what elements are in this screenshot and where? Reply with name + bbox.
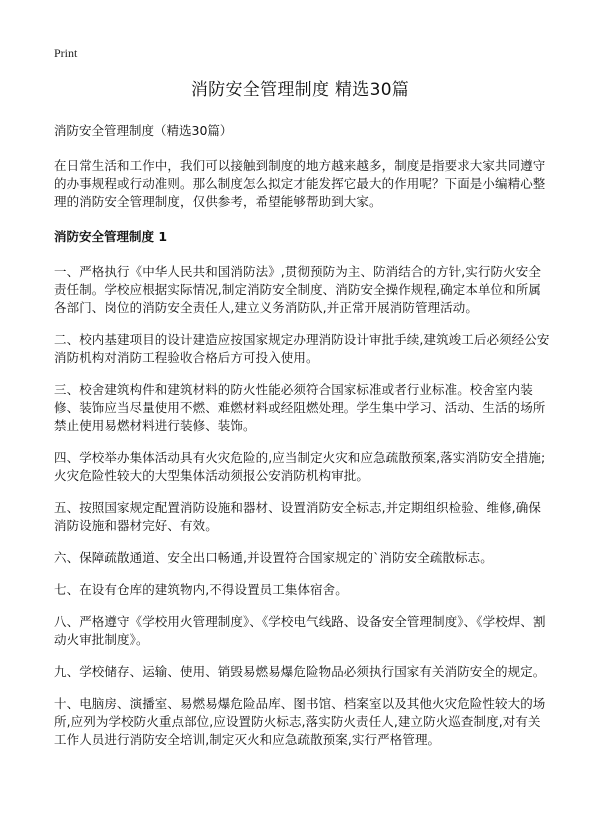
- section-heading: 消防安全管理制度 1: [54, 229, 168, 244]
- rule-paragraph-9: 九、学校储存、运输、使用、销毁易燃易爆危险物品必须执行国家有关消防安全的规定。: [54, 664, 546, 679]
- article-body: [54, 123, 550, 763]
- rule-paragraph-1: 一、严格执行《中华人民共和国消防法》,贯彻预防为主、防消结合的方针,实行防火安全责任制。学校应根据实际情况,制定消防安全制度、消防安全操作规程,确定本单位和所属各部门、岗位的消防安全责任人,建立义务消防队,并正常开展消防管理活动。: [54, 264, 541, 315]
- rule-paragraph-3: 三、校舍建筑构件和建筑材料的防火性能必须符合国家标准或者行业标准。校舍室内装修、装饰应当尽量使用不燃、难燃材料或经阻燃处理。学生集中学习、活动、生活的场所禁止使用易燃材料进行装修、装饰。: [54, 382, 546, 433]
- rule-paragraph-10: 十、电脑房、演播室、易燃易爆危险品库、图书馆、档案室以及其他火灾危险性较大的场所,应列为学校防火重点部位,应设置防火标志,落实防火责任人,建立防火巡查制度,对有关工作人员进行消防安全培训,制定灭火和应急疏散预案,实行严格管理。: [54, 696, 546, 747]
- page-title: 消防安全管理制度 精选30篇: [190, 80, 410, 100]
- rule-paragraph-6: 六、保障疏散通道、安全出口畅通,并设置符合国家规定的`消防安全疏散标志。: [54, 550, 493, 565]
- rule-paragraph-8: 八、严格遵守《学校用火管理制度》、《学校电气线路、设备安全管理制度》、《学校焊、割动火审批制度》。: [54, 614, 546, 647]
- rule-paragraph-4: 四、学校举办集体活动具有火灾危险的,应当制定火灾和应急疏散预案,落实消防安全措施;火灾危险性较大的大型集体活动须报公安消防机构审批。: [54, 450, 546, 483]
- rule-paragraph-7: 七、在设有仓库的建筑物内,不得设置员工集体宿舍。: [54, 582, 348, 597]
- intro-paragraph: 在日常生活和工作中，我们可以接触到制度的地方越来越多，制度是指要求大家共同遵守的办事规程或行动准则。那么制度怎么拟定才能发挥它最大的作用呢？下面是小编精心整理的消防安全管理制度，仅供参考，希望能够帮助到大家。: [54, 158, 546, 209]
- print-link[interactable]: Print: [54, 46, 78, 60]
- rule-paragraph-2: 二、校内基建项目的设计建造应按国家规定办理消防设计审批手续,建筑竣工后必须经公安消防机构对消防工程验收合格后方可投入使用。: [54, 332, 550, 365]
- article-subtitle: 消防安全管理制度（精选30篇）: [54, 123, 233, 138]
- rule-paragraph-5: 五、按照国家规定配置消防设施和器材、设置消防安全标志,并定期组织检验、维修,确保消防设施和器材完好、有效。: [54, 500, 541, 533]
